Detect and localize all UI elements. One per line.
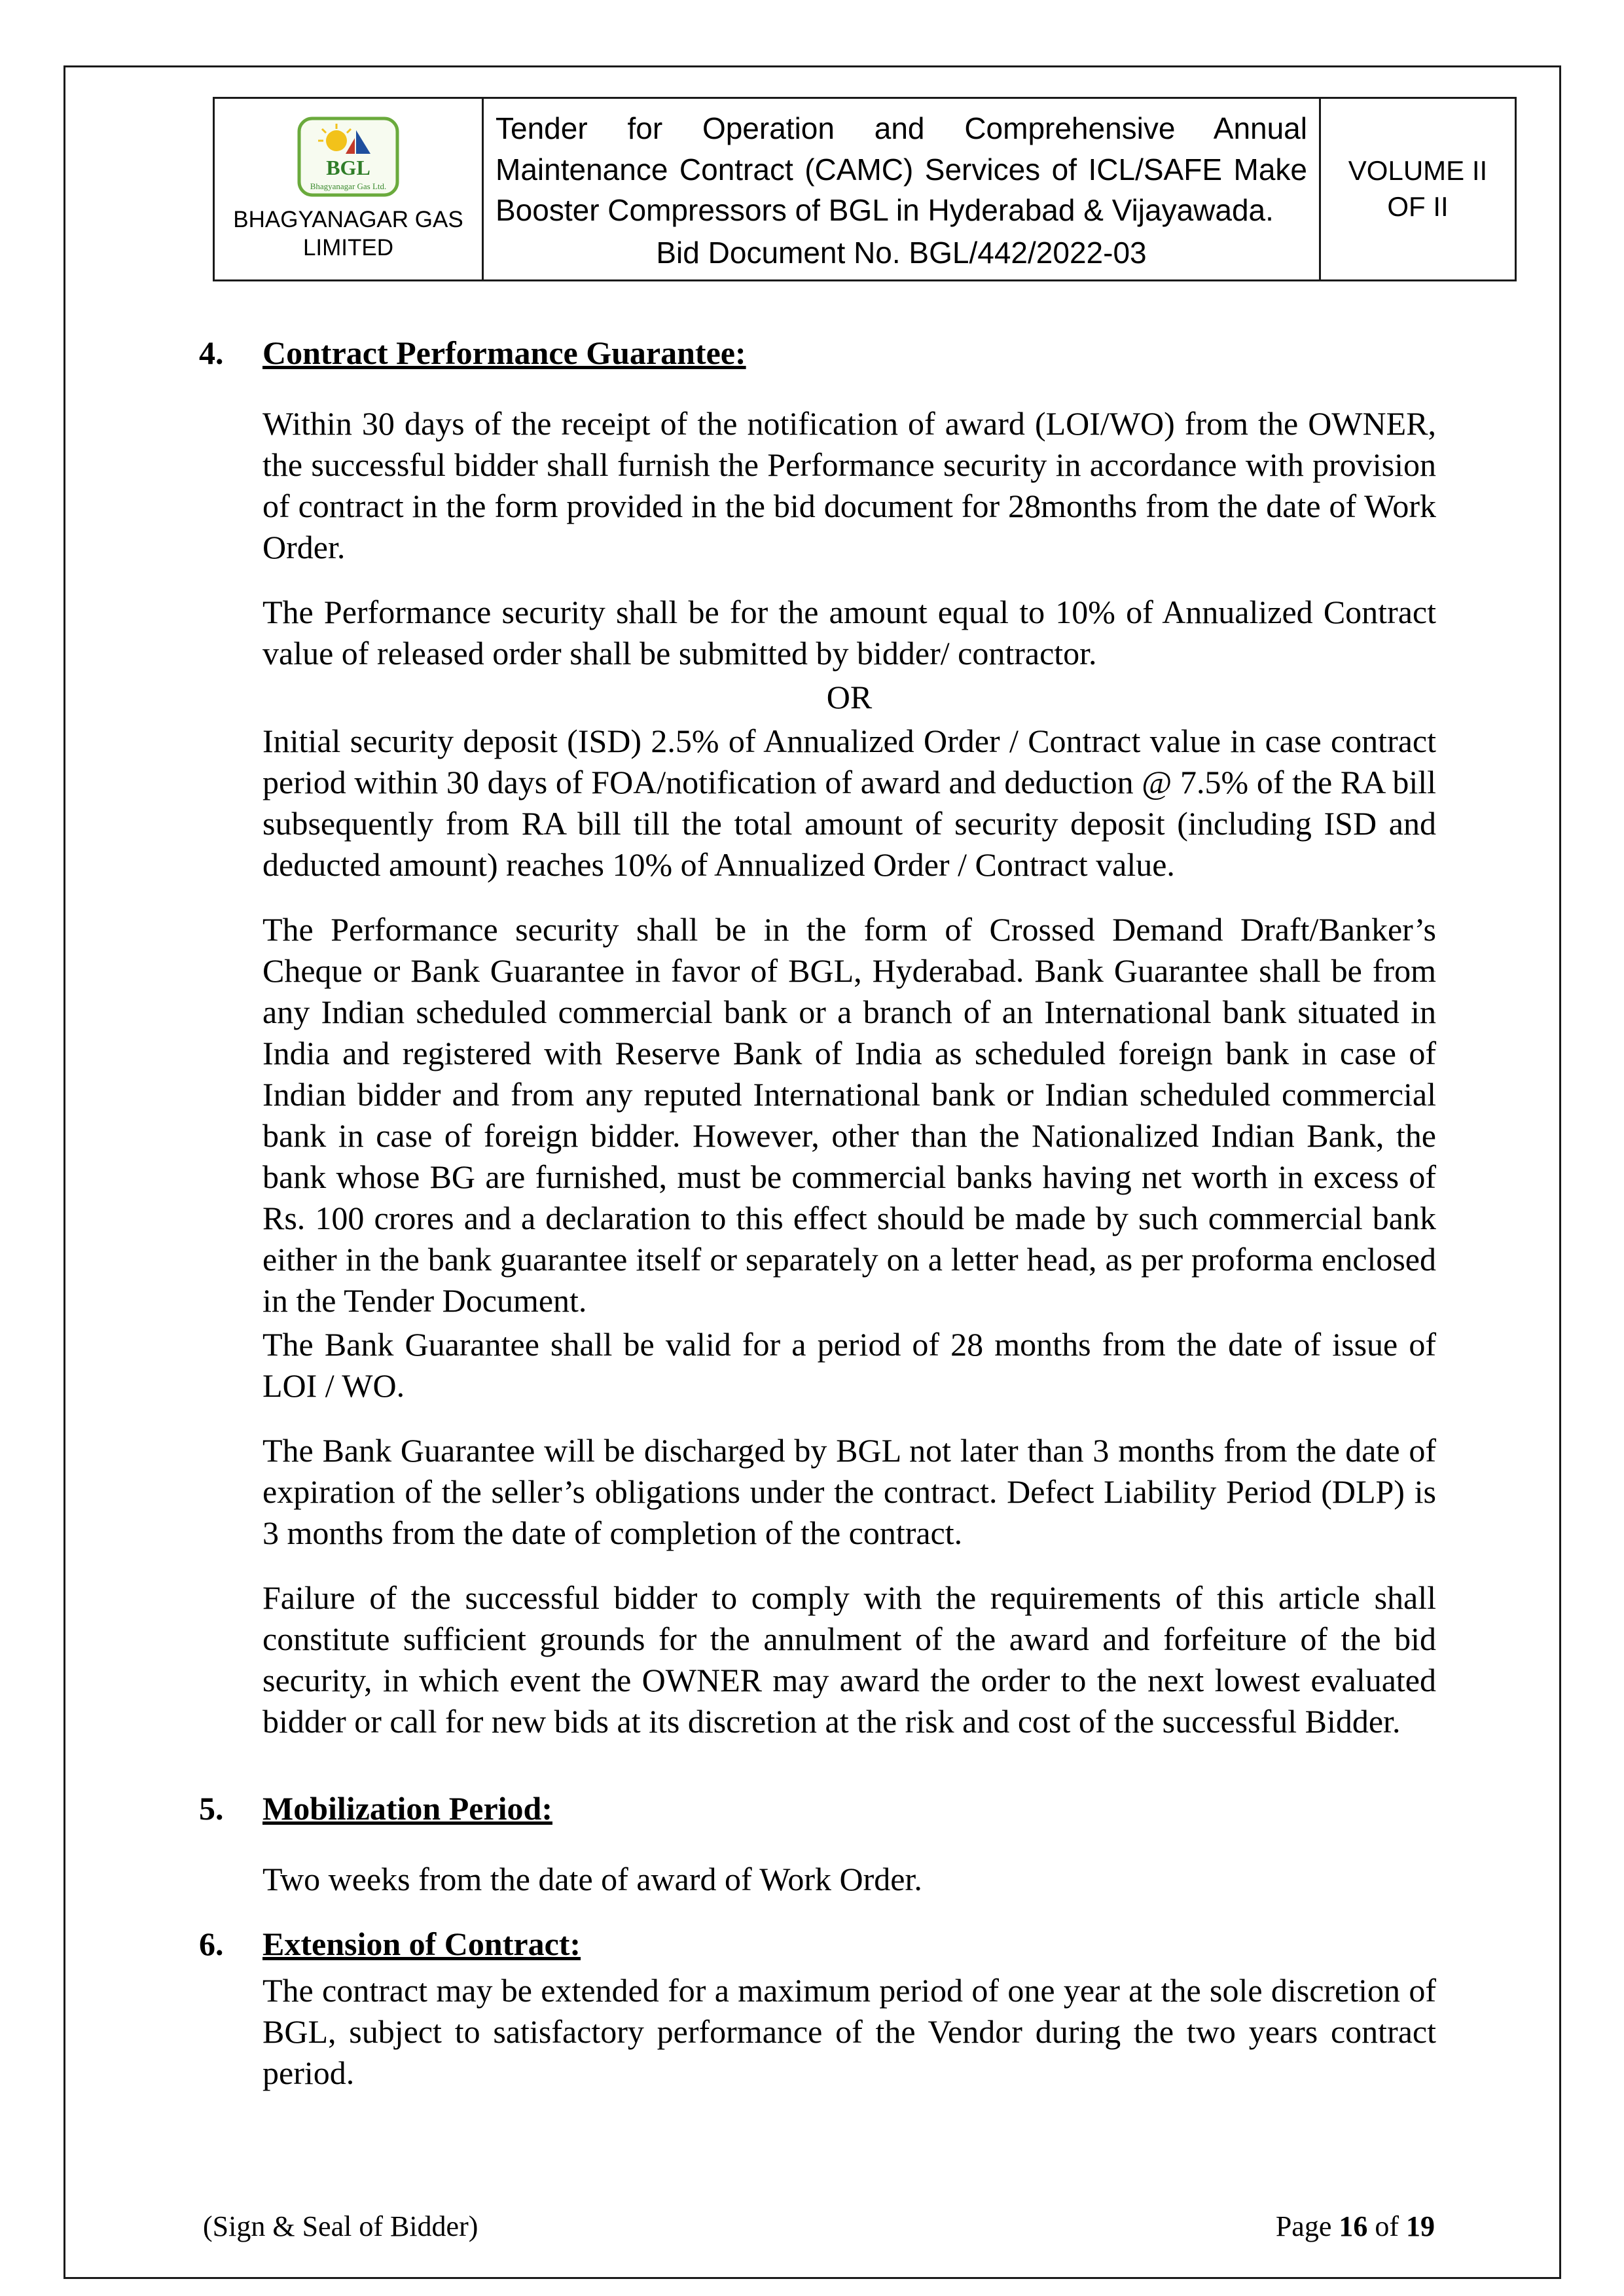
logo-bgl-text: BGL xyxy=(326,156,370,180)
section-number: 6. xyxy=(199,1925,224,1962)
volume-cell xyxy=(1320,98,1516,281)
header-table xyxy=(213,97,1517,281)
logo-company-small-text: Bhagyanagar Gas Ltd. xyxy=(310,181,387,192)
page-current: 16 xyxy=(1339,2210,1368,2242)
page-prefix: Page xyxy=(1275,2210,1339,2242)
logo-cell xyxy=(214,98,483,281)
paragraph: Initial security deposit (ISD) 2.5% of Annualized Order / Contract value in case contract period within 30 days of FOA/notification of award and deduction @ 7.5% of the RA bill subsequently from RA bill till the total amount of security deposit (including ISD and deducted amount) reaches 10% of Annualized Order / Contract value. xyxy=(262,722,1436,883)
page-of: of xyxy=(1367,2210,1406,2242)
page-footer xyxy=(203,2210,1435,2243)
document-body xyxy=(199,332,1436,2094)
paragraph: The Bank Guarantee shall be valid for a period of 28 months from the date of issue of LOI / WO. xyxy=(262,1325,1436,1404)
bgl-logo-icon xyxy=(296,116,401,198)
title-cell xyxy=(483,98,1320,281)
sun-icon xyxy=(326,130,347,151)
section-heading-5 xyxy=(199,1788,1436,1829)
company-name-line2: LIMITED xyxy=(302,234,394,260)
section-heading-4 xyxy=(199,332,1436,374)
section-title: Mobilization Period: xyxy=(262,1789,552,1827)
section-heading-6 xyxy=(199,1924,1436,1965)
sign-seal-label: (Sign & Seal of Bidder) xyxy=(203,2210,478,2242)
paragraph: The Performance security shall be in the form of Crossed Demand Draft/Banker’s Cheque or Bank Guarantee in favor of BGL, Hyderabad. Bank Guarantee shall be from any Indian scheduled commercial bank or a branch of an International bank situated in India and registered with Reserve Bank of India as scheduled foreign bank in case of Indian bidder and from any reputed International bank or Indian scheduled commercial bank in case of foreign bidder. However, other than the Nationalized Indian Bank, the bank whose BG are furnished, must be commercial banks having net worth in excess of Rs. 100 crores and a declaration to this effect should be made by such commercial bank either in the bank guarantee itself or separately on a letter head, as per proforma enclosed in the Tender Document. xyxy=(262,910,1436,1319)
paragraph: Two weeks from the date of award of Work Order. xyxy=(262,1860,922,1897)
paragraph: The contract may be extended for a maximum period of one year at the sole discretion of BGL, subject to satisfactory performance of the Vendor during the two years contract period. xyxy=(262,1971,1436,2091)
paragraph: Failure of the successful bidder to comply with the requirements of this article shall constitute sufficient grounds for the annulment of the award and forfeiture of the bid security, in which event the OWNER may award the order to the next lowest evaluated bidder or call for new bids at its discretion at the risk and cost of the successful Bidder. xyxy=(262,1579,1436,1740)
page-border xyxy=(63,65,1561,2279)
paragraph: Within 30 days of the receipt of the notification of award (LOI/WO) from the OWNER, the successful bidder shall furnish the Performance security in accordance with provision of contract in the form provided in the bid document for 28months from the date of Work Order. xyxy=(262,404,1436,565)
page-total: 19 xyxy=(1406,2210,1435,2242)
section-number: 4. xyxy=(199,334,224,371)
section-title: Contract Performance Guarantee: xyxy=(262,334,746,371)
or-separator: OR xyxy=(826,678,873,715)
page-number xyxy=(1276,2210,1435,2243)
tender-title: Tender for Operation and Comprehensive Annual Maintenance Contract (CAMC) Services of ICL/SAFE Make Booster Compressors of BGL in Hyderabad & Vijayawada. xyxy=(496,111,1307,228)
section-title: Extension of Contract: xyxy=(262,1925,581,1962)
volume-line1: VOLUME II xyxy=(1348,155,1488,187)
paragraph: The Bank Guarantee will be discharged by BGL not later than 3 months from the date of expiration of the seller’s obligations under the contract. Defect Liability Period (DLP) is 3 months from the date of completion of the contract. xyxy=(262,1431,1436,1551)
paragraph: The Performance security shall be for the amount equal to 10% of Annualized Contract value of released order shall be submitted by bidder/ contractor. xyxy=(262,593,1436,672)
company-name-line1: BHAGYANAGAR GAS xyxy=(233,207,463,233)
volume-line2: OF II xyxy=(1387,190,1449,222)
section-number: 5. xyxy=(199,1789,224,1827)
bid-document-number: Bid Document No. BGL/442/2022-03 xyxy=(656,235,1147,270)
